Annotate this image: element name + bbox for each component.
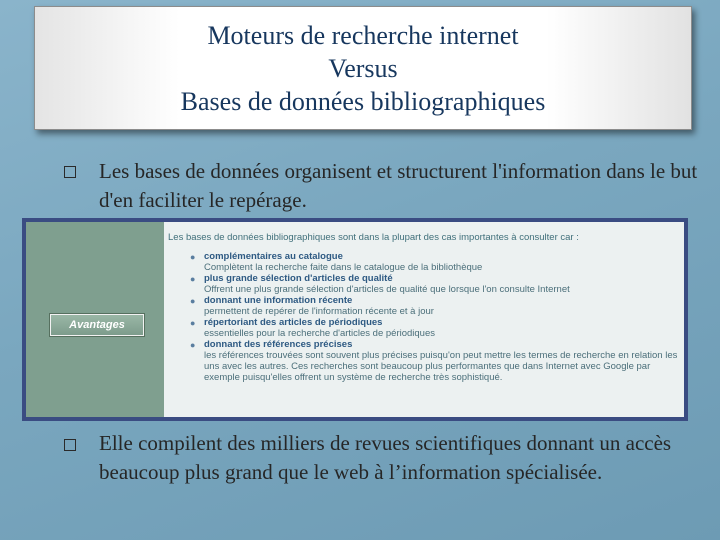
screenshot-content [168,232,684,383]
embedded-screenshot [22,218,688,421]
list-item [168,251,684,273]
bullet-square-icon [64,166,76,178]
title-box [34,6,692,130]
item-heading: plus grande sélection d'articles de qualité [204,273,393,284]
item-description: permettent de repérer de l'information récente et à jour [204,306,434,317]
screenshot-intro: Les bases de données bibliographiques sont dans la plupart des cas importantes à consulter car : [168,232,579,243]
item-description: les références trouvées sont souvent plus précises puisqu'on peut mettre les termes de recherche en relation les uns avec les autres. Ces recherches sont beaucoup plus performantes que dans Internet avec Google par exemple puisqu'elles offrent un système de recherche très sophistiqué. [204,350,678,383]
title-line-2: Versus [328,53,398,83]
title-line-3: Bases de données bibliographiques [180,86,546,116]
list-item [168,317,684,339]
list-item [168,295,684,317]
item-description: Offrent une plus grande sélection d'articles de qualité que lorsque l'on consulte Internet [204,284,570,295]
bullet-dot-icon: ● [190,274,196,284]
screenshot-sidebar [26,222,164,417]
item-heading: complémentaires au catalogue [204,251,343,262]
item-description: Complètent la recherche faite dans le catalogue de la bibliothèque [204,262,483,273]
bullet-text-1: Les bases de données organisent et structurent l'information dans le but d'en faciliter le repérage. [99,159,698,212]
bullet-dot-icon: ● [190,318,196,328]
title-line-1: Moteurs de recherche internet [207,20,519,50]
bullet-dot-icon: ● [190,252,196,262]
advantages-list [168,251,684,383]
item-heading: donnant des références précises [204,339,353,350]
bullet-dot-icon: ● [190,340,196,350]
list-item [168,273,684,295]
bullet-square-icon [64,439,76,451]
item-heading: donnant une information récente [204,295,353,306]
item-description: essentielles pour la recherche d'articles de périodiques [204,328,436,339]
bullet-text-2: Elle compilent des milliers de revues scientifiques donnant un accès beaucoup plus grand que le web à l’information spécialisée. [99,431,672,484]
item-heading: répertoriant des articles de périodiques [204,317,383,328]
list-item [168,339,684,383]
avantages-button[interactable]: Avantages [50,314,144,336]
bullet-dot-icon: ● [190,296,196,306]
